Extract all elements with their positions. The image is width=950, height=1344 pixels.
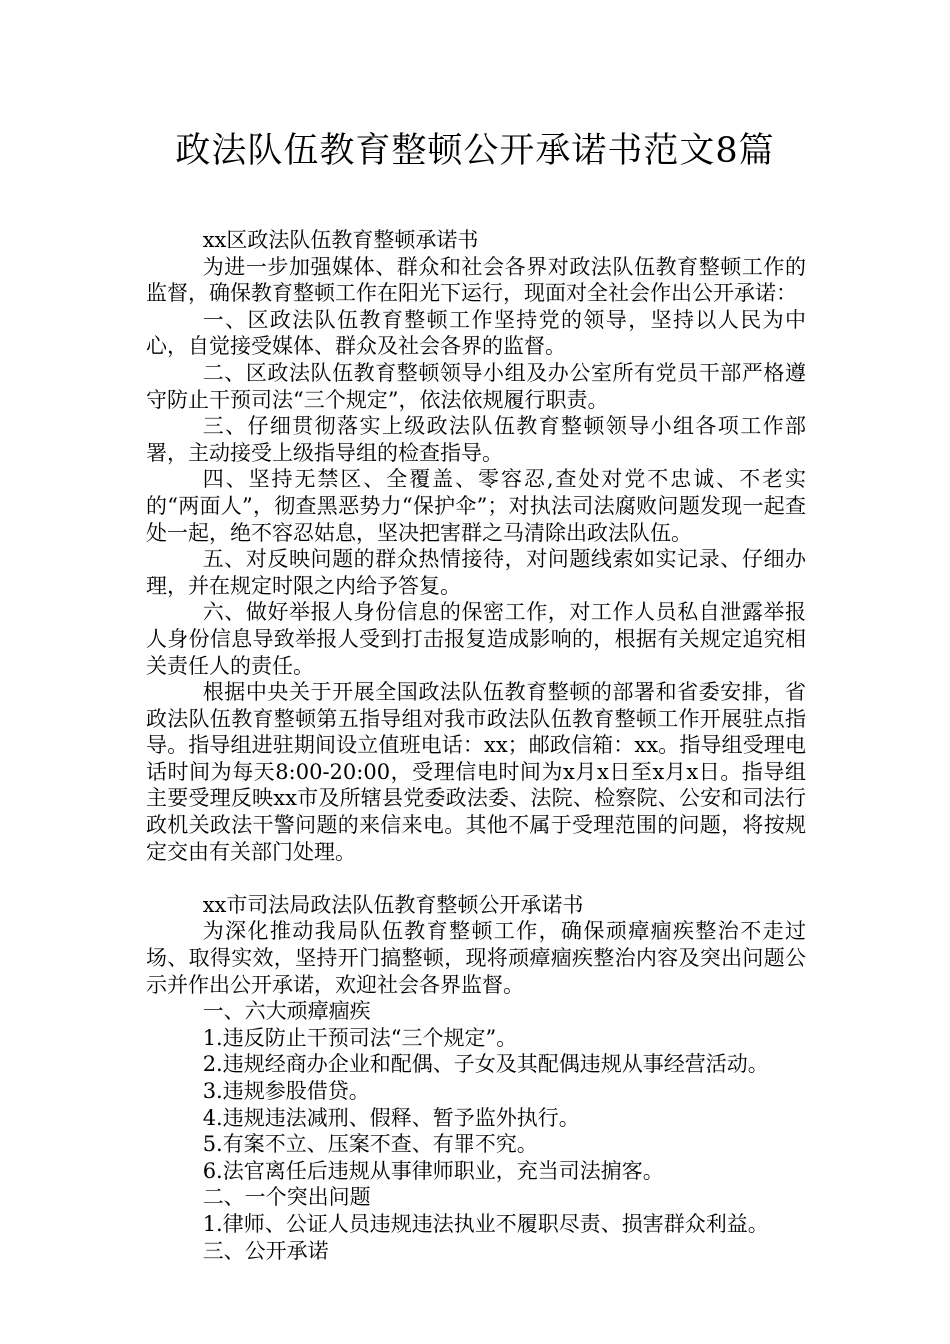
list-heading: 二、一个突出问题	[202, 1185, 371, 1210]
list-item: 2.违规经商办企业和配偶、子女及其配偶违规从事经营活动。	[202, 1052, 769, 1077]
list-heading: 一、六大顽瘴痼疾	[202, 999, 371, 1024]
list-item: 3.违规参股借贷。	[202, 1079, 370, 1103]
list-item: 1.律师、公证人员违规违法执业不履职尽责、损害群众利益。	[202, 1211, 769, 1236]
paragraph: 为深化推动我局队伍教育整顿工作，确保顽瘴痼疾整治不走过场、取得实效，坚持开门搞整顿，现将顽瘴痼疾整治内容及突出问题公示并作出公开承诺，欢迎社会各界监督。	[146, 919, 806, 997]
list-heading: 三、公开承诺	[202, 1238, 329, 1263]
document-body	[146, 227, 806, 1264]
paragraph: 根据中央关于开展全国政法队伍教育整顿的部署和省委安排，省政法队伍教育整顿第五指导组对我市政法队伍教育整顿工作开展驻点指导。指导组进驻期间设立值班电话：xx；邮政信箱：xx。指导组受理电话时间为每天8:00-20:00，受理信电时间为x月x日至x月x日。指导组主要受理反映xx市及所辖县党委政法委、法院、检察院、公安和司法行政机关政法干警问题的来信来电。其他不属于受理范围的问题，将按规定交由有关部门处理。	[146, 680, 806, 864]
list-item: 4.违规违法减刑、假释、暂予监外执行。	[202, 1105, 580, 1130]
paragraph: 四、坚持无禁区、全覆盖、零容忍,查处对党不忠诚、不老实的“两面人”，彻查黑恶势力“保护伞”；对执法司法腐败问题发现一起查处一起，绝不容忍姑息，坚决把害群之马清除出政法队伍。	[146, 467, 806, 545]
paragraph: 五、对反映问题的群众热情接待，对问题线索如实记录、仔细办理，并在规定时限之内给予答复。	[146, 547, 806, 598]
paragraph: 为进一步加强媒体、群众和社会各界对政法队伍教育整顿工作的监督，确保教育整顿工作在阳光下运行，现面对全社会作出公开承诺：	[146, 254, 806, 306]
document-title: 政法队伍教育整顿公开承诺书范文8篇	[175, 131, 775, 171]
paragraph: 六、做好举报人身份信息的保密工作，对工作人员私自泄露举报人身份信息导致举报人受到打击报复造成影响的，根据有关规定追究相关责任人的责任。	[146, 600, 806, 678]
list-item: 5.有案不立、压案不查、有罪不究。	[202, 1132, 538, 1157]
list-item: 1.违反防止干预司法“三个规定”。	[202, 1025, 518, 1050]
paragraph: 二、区政法队伍教育整顿领导小组及办公室所有党员干部严格遵守防止干预司法“三个规定”，依法依规履行职责。	[146, 360, 806, 412]
paragraph: 三、仔细贯彻落实上级政法队伍教育整顿领导小组各项工作部署，主动接受上级指导组的检查指导。	[146, 414, 806, 465]
paragraph: 一、区政法队伍教育整顿工作坚持党的领导，坚持以人民为中心，自觉接受媒体、群众及社会各界的监督。	[146, 307, 806, 359]
section-heading: xx区政法队伍教育整顿承诺书	[202, 228, 479, 252]
list-item: 6.法官离任后违规从事律师职业，充当司法掮客。	[202, 1158, 664, 1183]
section-heading: xx市司法局政法队伍教育整顿公开承诺书	[202, 892, 584, 917]
